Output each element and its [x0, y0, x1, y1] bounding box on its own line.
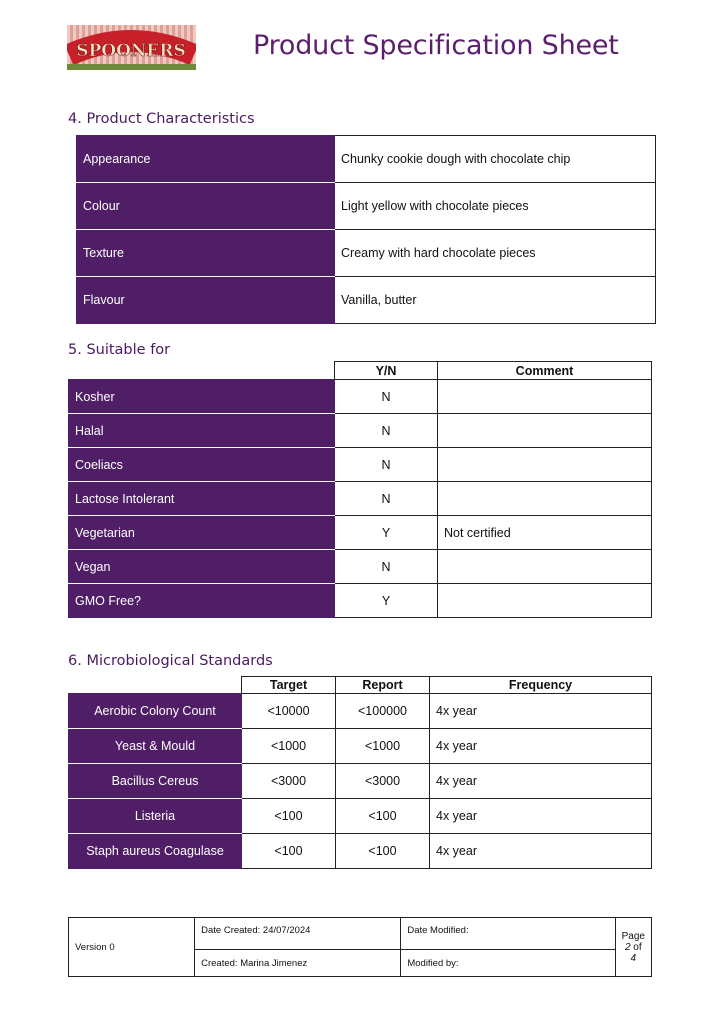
micro-target: <100 — [242, 834, 336, 869]
page-title: Product Specification Sheet — [253, 30, 619, 61]
suitability-label: Kosher — [69, 380, 335, 414]
micro-report: <100000 — [336, 694, 430, 729]
suitability-yn: N — [335, 550, 438, 584]
table-row — [69, 764, 652, 799]
header-target: Target — [242, 677, 336, 694]
suitability-label: Coeliacs — [69, 448, 335, 482]
version-label: Version 0 — [69, 918, 195, 977]
characteristic-label: Flavour — [77, 277, 335, 324]
suitability-yn: Y — [335, 584, 438, 618]
suitability-yn: N — [335, 380, 438, 414]
suitability-label: Vegan — [69, 550, 335, 584]
table-row — [69, 729, 652, 764]
header-report: Report — [336, 677, 430, 694]
table-row — [69, 482, 652, 516]
micro-test-label: Yeast & Mould — [69, 729, 242, 764]
header-comment: Comment — [438, 362, 652, 380]
section-heading-characteristics: 4. Product Characteristics — [68, 111, 255, 127]
header-blank — [69, 362, 335, 380]
suitability-comment — [438, 584, 652, 618]
microbiological-table — [68, 676, 652, 869]
micro-test-label: Aerobic Colony Count — [69, 694, 242, 729]
page-indicator — [615, 918, 651, 977]
micro-frequency: 4x year — [430, 799, 652, 834]
logo-wordmark: SPOONERS — [76, 41, 186, 61]
page-prefix: Page — [621, 930, 645, 942]
characteristics-table — [76, 135, 656, 324]
micro-frequency: 4x year — [430, 764, 652, 799]
suitability-comment: Not certified — [438, 516, 652, 550]
characteristic-value: Vanilla, butter — [335, 277, 656, 324]
table-row — [77, 136, 656, 183]
suitability-yn: N — [335, 448, 438, 482]
created-by: Created: Marina Jimenez — [195, 950, 401, 977]
suitability-comment — [438, 380, 652, 414]
header-blank — [69, 677, 242, 694]
micro-target: <10000 — [242, 694, 336, 729]
micro-frequency: 4x year — [430, 834, 652, 869]
suitability-comment — [438, 550, 652, 584]
table-row — [77, 277, 656, 324]
characteristic-value: Chunky cookie dough with chocolate chip — [335, 136, 656, 183]
section-heading-suitable-for: 5. Suitable for — [68, 342, 171, 358]
characteristic-label: Appearance — [77, 136, 335, 183]
table-row — [69, 694, 652, 729]
micro-report: <1000 — [336, 729, 430, 764]
table-row — [69, 799, 652, 834]
table-row — [69, 448, 652, 482]
suitability-comment — [438, 414, 652, 448]
table-row — [69, 834, 652, 869]
table-row — [69, 516, 652, 550]
spooners-logo — [67, 25, 196, 70]
micro-test-label: Bacillus Cereus — [69, 764, 242, 799]
date-modified: Date Modified: — [401, 918, 615, 950]
page-current: 2 — [624, 941, 631, 953]
characteristic-value: Light yellow with chocolate pieces — [335, 183, 656, 230]
micro-report: <3000 — [336, 764, 430, 799]
table-row — [69, 414, 652, 448]
section-heading-microbiological: 6. Microbiological Standards — [68, 653, 273, 669]
suitability-yn: N — [335, 482, 438, 516]
modified-by: Modified by: — [401, 950, 615, 977]
suitability-label: Lactose Intolerant — [69, 482, 335, 516]
table-row — [77, 230, 656, 277]
micro-frequency: 4x year — [430, 694, 652, 729]
document-footer — [68, 917, 652, 977]
table-row — [69, 550, 652, 584]
micro-target: <3000 — [242, 764, 336, 799]
suitability-yn: N — [335, 414, 438, 448]
header-yn: Y/N — [335, 362, 438, 380]
suitability-label: Vegetarian — [69, 516, 335, 550]
suitability-comment — [438, 482, 652, 516]
suitability-yn: Y — [335, 516, 438, 550]
table-row — [77, 183, 656, 230]
micro-target: <1000 — [242, 729, 336, 764]
suitable-for-table — [68, 361, 652, 618]
micro-test-label: Staph aureus Coagulase — [69, 834, 242, 869]
suitability-comment — [438, 448, 652, 482]
page-of: of — [633, 941, 642, 953]
page-total: 4 — [630, 952, 637, 964]
table-row — [69, 380, 652, 414]
suitability-label: Halal — [69, 414, 335, 448]
date-created: Date Created: 24/07/2024 — [195, 918, 401, 950]
suitability-label: GMO Free? — [69, 584, 335, 618]
characteristic-value: Creamy with hard chocolate pieces — [335, 230, 656, 277]
micro-target: <100 — [242, 799, 336, 834]
micro-test-label: Listeria — [69, 799, 242, 834]
micro-report: <100 — [336, 834, 430, 869]
micro-frequency: 4x year — [430, 729, 652, 764]
header-frequency: Frequency — [430, 677, 652, 694]
table-row — [69, 584, 652, 618]
characteristic-label: Colour — [77, 183, 335, 230]
micro-report: <100 — [336, 799, 430, 834]
characteristic-label: Texture — [77, 230, 335, 277]
